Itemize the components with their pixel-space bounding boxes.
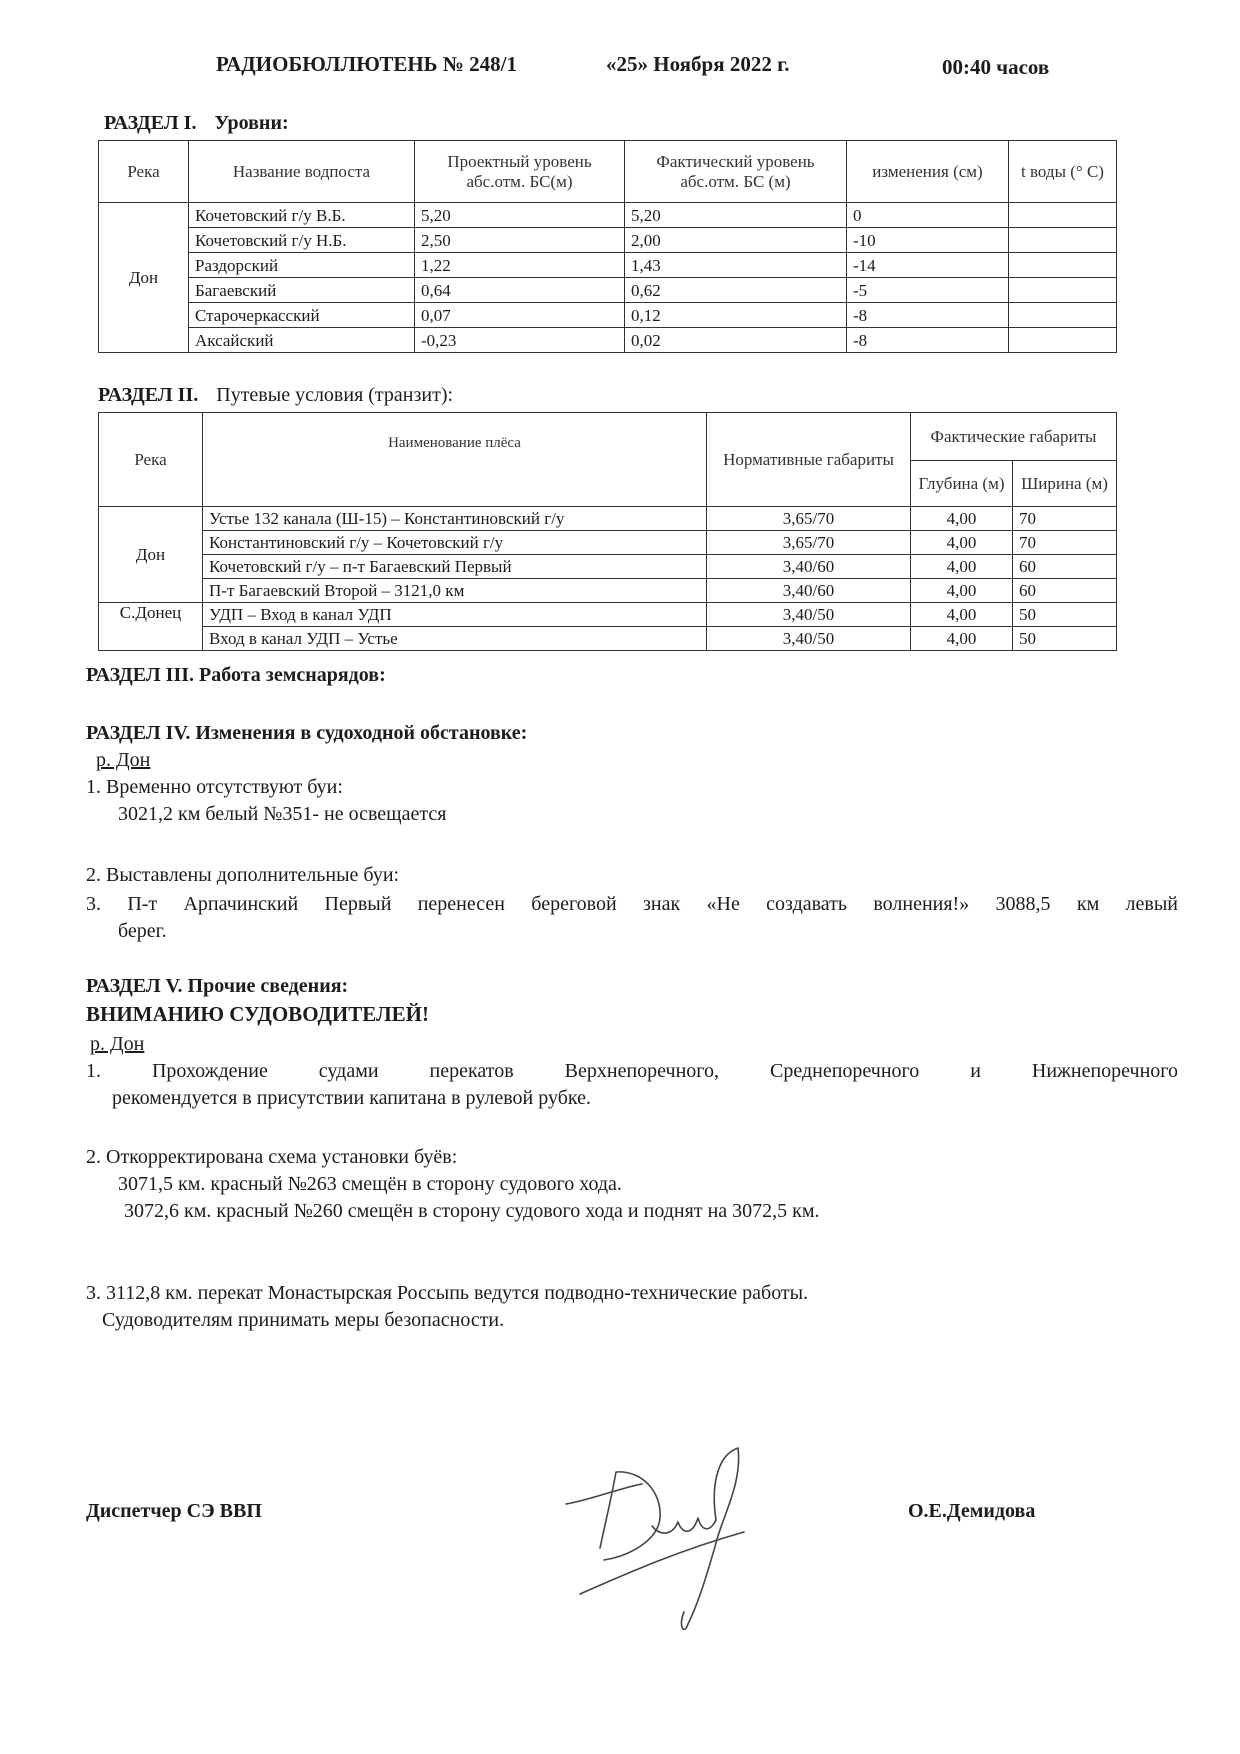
width-cell: 70 bbox=[1013, 507, 1117, 531]
design-cell: 0,64 bbox=[415, 278, 625, 303]
section5-heading: РАЗДЕЛ V. Прочие сведения: bbox=[86, 975, 349, 997]
norm-cell: 3,40/60 bbox=[707, 555, 911, 579]
temp-cell bbox=[1009, 203, 1117, 228]
reach-cell: Кочетовский г/у – п-т Багаевский Первый bbox=[203, 555, 707, 579]
bulletin-date: «25» Ноября 2022 г. bbox=[606, 52, 790, 76]
table-row bbox=[99, 603, 1117, 627]
change-cell: -5 bbox=[847, 278, 1009, 303]
temp-cell bbox=[1009, 278, 1117, 303]
levels-header-row bbox=[99, 141, 1117, 203]
actual-cell: 0,12 bbox=[625, 303, 847, 328]
actual-cell: 5,20 bbox=[625, 203, 847, 228]
section4-river: р. Дон bbox=[96, 749, 151, 771]
temp-cell bbox=[1009, 328, 1117, 353]
col-depth: Глубина (м) bbox=[911, 461, 1013, 507]
section5-item1-line2: рекомендуется в присутствии капитана в рулевой рубке. bbox=[112, 1087, 591, 1109]
design-cell: 5,20 bbox=[415, 203, 625, 228]
section5-item1-line1: 1. Прохождение судами перекатов Верхнепоречного, Среднепоречного и Нижнепоречного bbox=[86, 1060, 1178, 1082]
depth-cell: 4,00 bbox=[911, 555, 1013, 579]
change-cell: -10 bbox=[847, 228, 1009, 253]
post-cell: Кочетовский г/у Н.Б. bbox=[189, 228, 415, 253]
table-row bbox=[99, 303, 1117, 328]
table-row bbox=[99, 507, 1117, 531]
section1-number: РАЗДЕЛ I. bbox=[104, 112, 197, 134]
width-cell: 60 bbox=[1013, 579, 1117, 603]
col-change: изменения (см) bbox=[847, 141, 1009, 203]
post-cell: Кочетовский г/у В.Б. bbox=[189, 203, 415, 228]
section2-title: Путевые условия (транзит): bbox=[216, 384, 454, 406]
post-cell: Старочеркасский bbox=[189, 303, 415, 328]
design-cell: 0,07 bbox=[415, 303, 625, 328]
section2-number: РАЗДЕЛ II. bbox=[98, 384, 199, 406]
section4-item1: 1. Временно отсутствуют буи: bbox=[86, 776, 343, 798]
section2-heading bbox=[98, 384, 453, 407]
temp-cell bbox=[1009, 253, 1117, 278]
change-cell: -14 bbox=[847, 253, 1009, 278]
section4-item3-line1: 3. П-т Арпачинский Первый перенесен береговой знак «Не создавать волнения!» 3088,5 км левый bbox=[86, 893, 1178, 915]
section1-title: Уровни: bbox=[214, 112, 289, 134]
river-cell: Дон bbox=[99, 203, 189, 353]
col-design-level: Проектный уровень абс.отм. БС(м) bbox=[415, 141, 625, 203]
table-row bbox=[99, 531, 1117, 555]
section4-heading: РАЗДЕЛ IV. Изменения в судоходной обстановке: bbox=[86, 722, 528, 744]
attention-heading: ВНИМАНИЮ СУДОВОДИТЕЛЕЙ! bbox=[86, 1002, 429, 1026]
design-cell: 2,50 bbox=[415, 228, 625, 253]
section5-item3-line2: Судоводителям принимать меры безопасности. bbox=[102, 1309, 505, 1331]
change-cell: -8 bbox=[847, 328, 1009, 353]
temp-cell bbox=[1009, 228, 1117, 253]
reach-cell: П-т Багаевский Второй – 3121,0 км bbox=[203, 579, 707, 603]
section5-item2-line2: 3072,6 км. красный №260 смещён в сторону судового хода и поднят на 3072,5 км. bbox=[124, 1200, 820, 1222]
post-cell: Раздорский bbox=[189, 253, 415, 278]
section5-item2-line1: 3071,5 км. красный №263 смещён в сторону судового хода. bbox=[118, 1173, 622, 1195]
norm-cell: 3,40/60 bbox=[707, 579, 911, 603]
table-row bbox=[99, 555, 1117, 579]
col-water-temp: t воды (° С) bbox=[1009, 141, 1117, 203]
width-cell: 50 bbox=[1013, 627, 1117, 651]
col-normative: Нормативные габариты bbox=[707, 413, 911, 507]
change-cell: 0 bbox=[847, 203, 1009, 228]
actual-cell: 2,00 bbox=[625, 228, 847, 253]
actual-cell: 0,02 bbox=[625, 328, 847, 353]
bulletin-time: 00:40 часов bbox=[942, 55, 1050, 79]
col-actual-level: Фактический уровень абс.отм. БС (м) bbox=[625, 141, 847, 203]
post-cell: Багаевский bbox=[189, 278, 415, 303]
col-actual: Фактические габариты bbox=[911, 413, 1117, 461]
norm-cell: 3,65/70 bbox=[707, 531, 911, 555]
section5-item3-line1: 3. 3112,8 км. перекат Монастырская Россыпь ведутся подводно-технические работы. bbox=[86, 1282, 809, 1304]
depth-cell: 4,00 bbox=[911, 531, 1013, 555]
river-cell: С.Донец bbox=[99, 603, 203, 651]
table-row bbox=[99, 579, 1117, 603]
section5-item2: 2. Откорректирована схема установки буёв: bbox=[86, 1146, 458, 1168]
transit-header-row bbox=[99, 413, 1117, 461]
handwritten-signature bbox=[560, 1440, 760, 1645]
section1-heading bbox=[104, 112, 289, 135]
levels-table bbox=[98, 140, 1117, 353]
section5-river: р. Дон bbox=[90, 1033, 145, 1055]
section4-item2: 2. Выставлены дополнительные буи: bbox=[86, 864, 400, 886]
table-row bbox=[99, 228, 1117, 253]
norm-cell: 3,65/70 bbox=[707, 507, 911, 531]
design-cell: 1,22 bbox=[415, 253, 625, 278]
col-width: Ширина (м) bbox=[1013, 461, 1117, 507]
design-cell: -0,23 bbox=[415, 328, 625, 353]
width-cell: 50 bbox=[1013, 603, 1117, 627]
section4-item3-line2: берег. bbox=[118, 920, 167, 942]
col-post: Название водпоста bbox=[189, 141, 415, 203]
depth-cell: 4,00 bbox=[911, 627, 1013, 651]
actual-cell: 0,62 bbox=[625, 278, 847, 303]
col-river: Река bbox=[99, 141, 189, 203]
change-cell: -8 bbox=[847, 303, 1009, 328]
depth-cell: 4,00 bbox=[911, 579, 1013, 603]
bulletin-title: РАДИОБЮЛЛЮТЕНЬ № 248/1 bbox=[216, 52, 517, 76]
depth-cell: 4,00 bbox=[911, 603, 1013, 627]
reach-cell: УДП – Вход в канал УДП bbox=[203, 603, 707, 627]
temp-cell bbox=[1009, 303, 1117, 328]
table-row bbox=[99, 278, 1117, 303]
table-row bbox=[99, 203, 1117, 228]
depth-cell: 4,00 bbox=[911, 507, 1013, 531]
reach-cell: Устье 132 канала (Ш-15) – Константиновский г/у bbox=[203, 507, 707, 531]
section3-heading: РАЗДЕЛ III. Работа земснарядов: bbox=[86, 664, 386, 686]
col-reach: Наименование плёса bbox=[203, 413, 707, 507]
width-cell: 70 bbox=[1013, 531, 1117, 555]
col-river: Река bbox=[99, 413, 203, 507]
norm-cell: 3,40/50 bbox=[707, 603, 911, 627]
table-row bbox=[99, 328, 1117, 353]
reach-cell: Вход в канал УДП – Устье bbox=[203, 627, 707, 651]
norm-cell: 3,40/50 bbox=[707, 627, 911, 651]
signature-name: О.Е.Демидова bbox=[908, 1500, 1036, 1522]
reach-cell: Константиновский г/у – Кочетовский г/у bbox=[203, 531, 707, 555]
river-cell: Дон bbox=[99, 507, 203, 603]
post-cell: Аксайский bbox=[189, 328, 415, 353]
actual-cell: 1,43 bbox=[625, 253, 847, 278]
table-row bbox=[99, 253, 1117, 278]
width-cell: 60 bbox=[1013, 555, 1117, 579]
signature-role: Диспетчер СЭ ВВП bbox=[86, 1500, 262, 1522]
table-row bbox=[99, 627, 1117, 651]
section4-item1-detail: 3021,2 км белый №351- не освещается bbox=[118, 803, 447, 825]
transit-table bbox=[98, 412, 1117, 651]
